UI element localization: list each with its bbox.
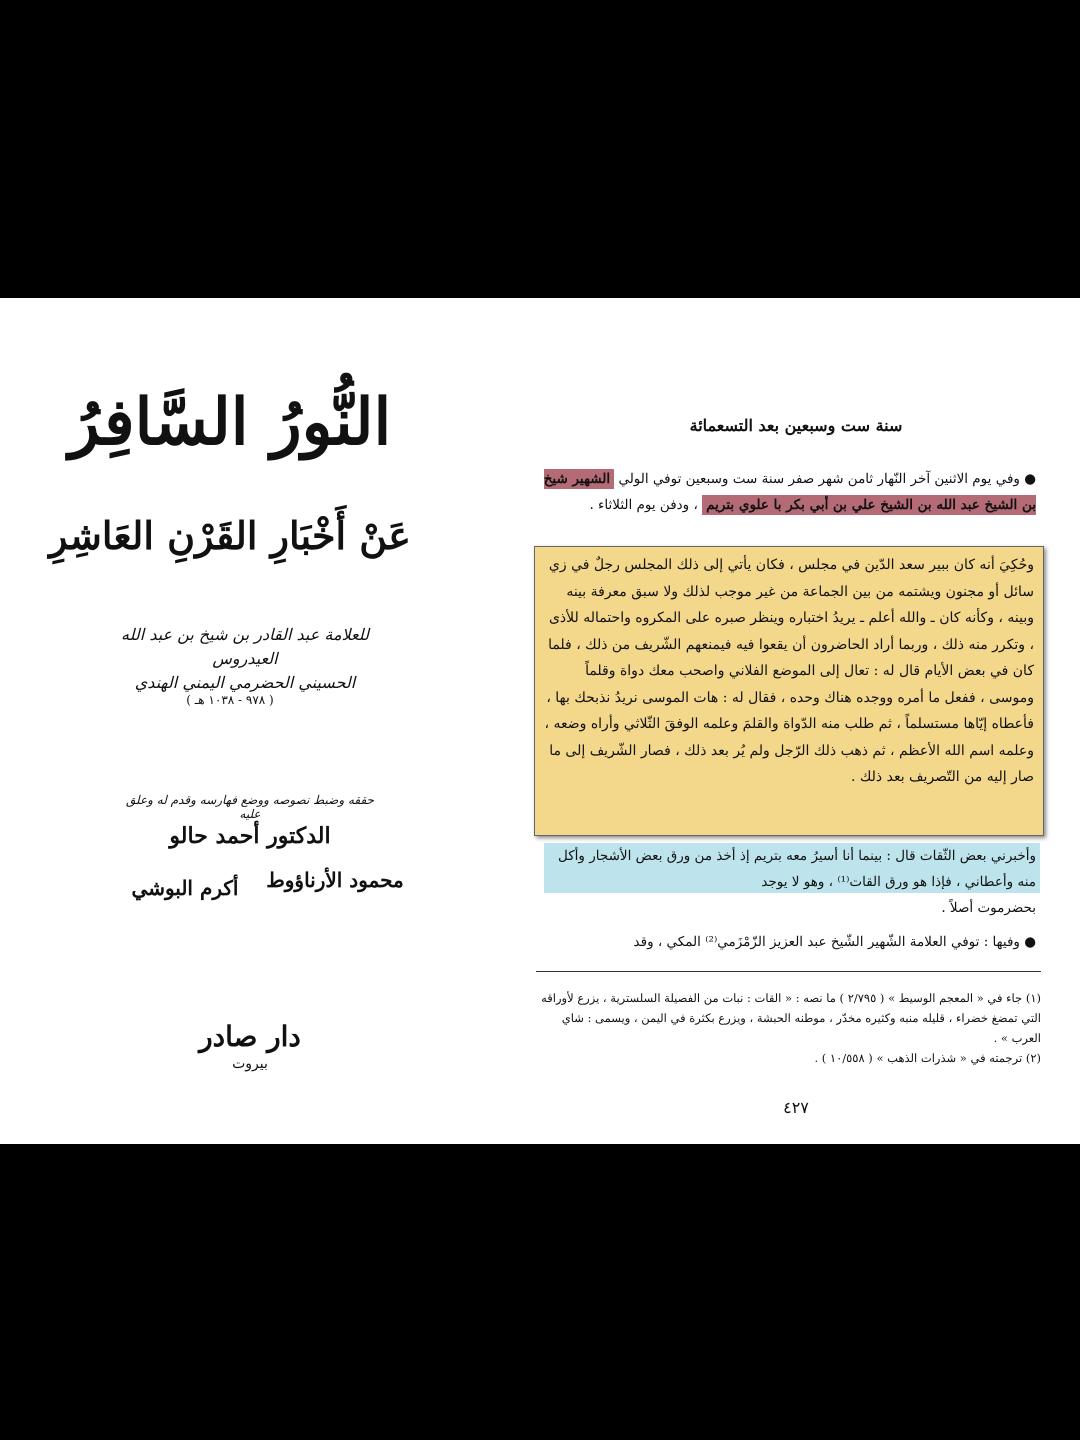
footnote-1: (١) جاء في « المعجم الوسيط » ( ٢/٧٩٥ ) ما نصه : « القات : نبات من الفصيلة السلسترية ، يزرع لأوراقه التي تمضغ خضراء ، قليله منبه وكثيره مخدّر ، موطنه الحبشة ، ويزرع بكثرة في اليمن ، ويسمى : شاي العرب » . bbox=[541, 991, 1041, 1045]
p3-highlighted-text: وأخبرني بعض الثّقات قال : بينما أنا أسيرُ معه بتريم إذ أخذ من ورق بعض الأشجار وأكل منه وأعطاني ، فإذا هو ورق القات⁽¹⁾ ، وهو لا يوجد bbox=[558, 848, 1036, 890]
publisher-city: بيروت bbox=[232, 1056, 268, 1072]
editor-arnaout: محمود الأرناؤوط bbox=[266, 868, 404, 892]
running-head: سنة ست وسبعين بعد التسعمائة bbox=[689, 416, 903, 435]
highlight-red: الشهير شيخ بن الشيخ عبد الله بن الشيخ علي بن أبي بكر با علوي بتريم bbox=[543, 471, 1036, 513]
page-number: ٤٢٧ bbox=[783, 1098, 809, 1117]
editor-bushi: أكرم البوشي bbox=[131, 876, 239, 900]
page-gutter bbox=[460, 298, 516, 1144]
author-line-1: للعلامة عبد القادر بن شيخ بن عبد الله العيدروس bbox=[121, 625, 369, 668]
editor-main: الدكتور أحمد حالو bbox=[169, 823, 331, 849]
paragraph-death-notice bbox=[536, 466, 1036, 518]
paragraph-zamzami: ● وفيها : توفي العلامة الشّهير الشّيخ عبد العزيز الزّمْزَمي⁽²⁾ المكي ، وقد bbox=[633, 934, 1036, 950]
p1-tail: ، ودفن يوم الثلاثاء . bbox=[589, 497, 698, 513]
book-cover-page bbox=[0, 298, 460, 1144]
book-subtitle: عَنْ أَخْبَارِ القَرْنِ العَاشِرِ bbox=[49, 513, 411, 558]
paragraph-story: وحُكِيَ أنه كان ببير سعد الدّين في مجلس ، فكان يأتي إلى ذلك المجلس رجلٌ في زي سائل أو مجنون ويشتمه من بين الجماعة من غير موجب لذلك ولا سبق معرفة بينه وبينه ، وكأنه كان ـ والله أعلم ـ يريدُ اختباره وينظر صبره على المكروه واحتماله للأذى ، وتكرر منه ذلك ، وربما أراد الحاضرون أن يقعوا فيه فيمنعهم الشّريف من ذلك ، فلما كان في بعض الأيام قال له : تعال إلى الموضع الفلاني واصحب معك دواة وقلماً وموسى ، ففعل ما أمره ووجده هناك وحده ، فقال له : هات الموسى نريدُ نذبحك بها ، فأعطاه إيّاها مستسلماً ، ثم طلب منه الدّواة والقلمَ وعلمه الوفقَ الثّلاثي وأراه وضعه ، وعلمه اسم الله الأعظم ، ثم ذهب ذلك الرّجل ولم يُر بعد ذلك ، فصار الشّريف إلى ما صار إليه من التّصريف بعد ذلك . bbox=[544, 557, 1034, 785]
publisher-name: دار صادر bbox=[199, 1020, 301, 1053]
author-name bbox=[110, 623, 380, 695]
footnote-divider bbox=[536, 971, 1041, 972]
author-dates: ( ٩٧٨ - ١٠٣٨ هـ ) bbox=[186, 693, 274, 707]
editors-intro: حققه وضبط نصوصه ووضع فهارسه وقدم له وعلق عليه bbox=[126, 793, 374, 821]
paragraph-qat bbox=[536, 843, 1036, 955]
p1-text: ● وفي يوم الاثنين آخر النّهار ثامن شهر صفر سنة ست وسبعين توفي الولي bbox=[618, 471, 1036, 487]
footnote-2: (٢) ترجمته في « شذرات الذهب » ( ١٠/٥٥٨ ) . bbox=[814, 1051, 1041, 1065]
author-line-2: الحسيني الحضرمي اليمني الهندي bbox=[134, 673, 356, 692]
book-title: النُّورُ السَّافِرُ bbox=[68, 385, 392, 460]
cover-content bbox=[0, 298, 460, 1144]
p3-tail: بحضرموت أصلاً . bbox=[941, 900, 1036, 916]
footnotes bbox=[536, 988, 1041, 1068]
book-text-page bbox=[516, 298, 1080, 1144]
